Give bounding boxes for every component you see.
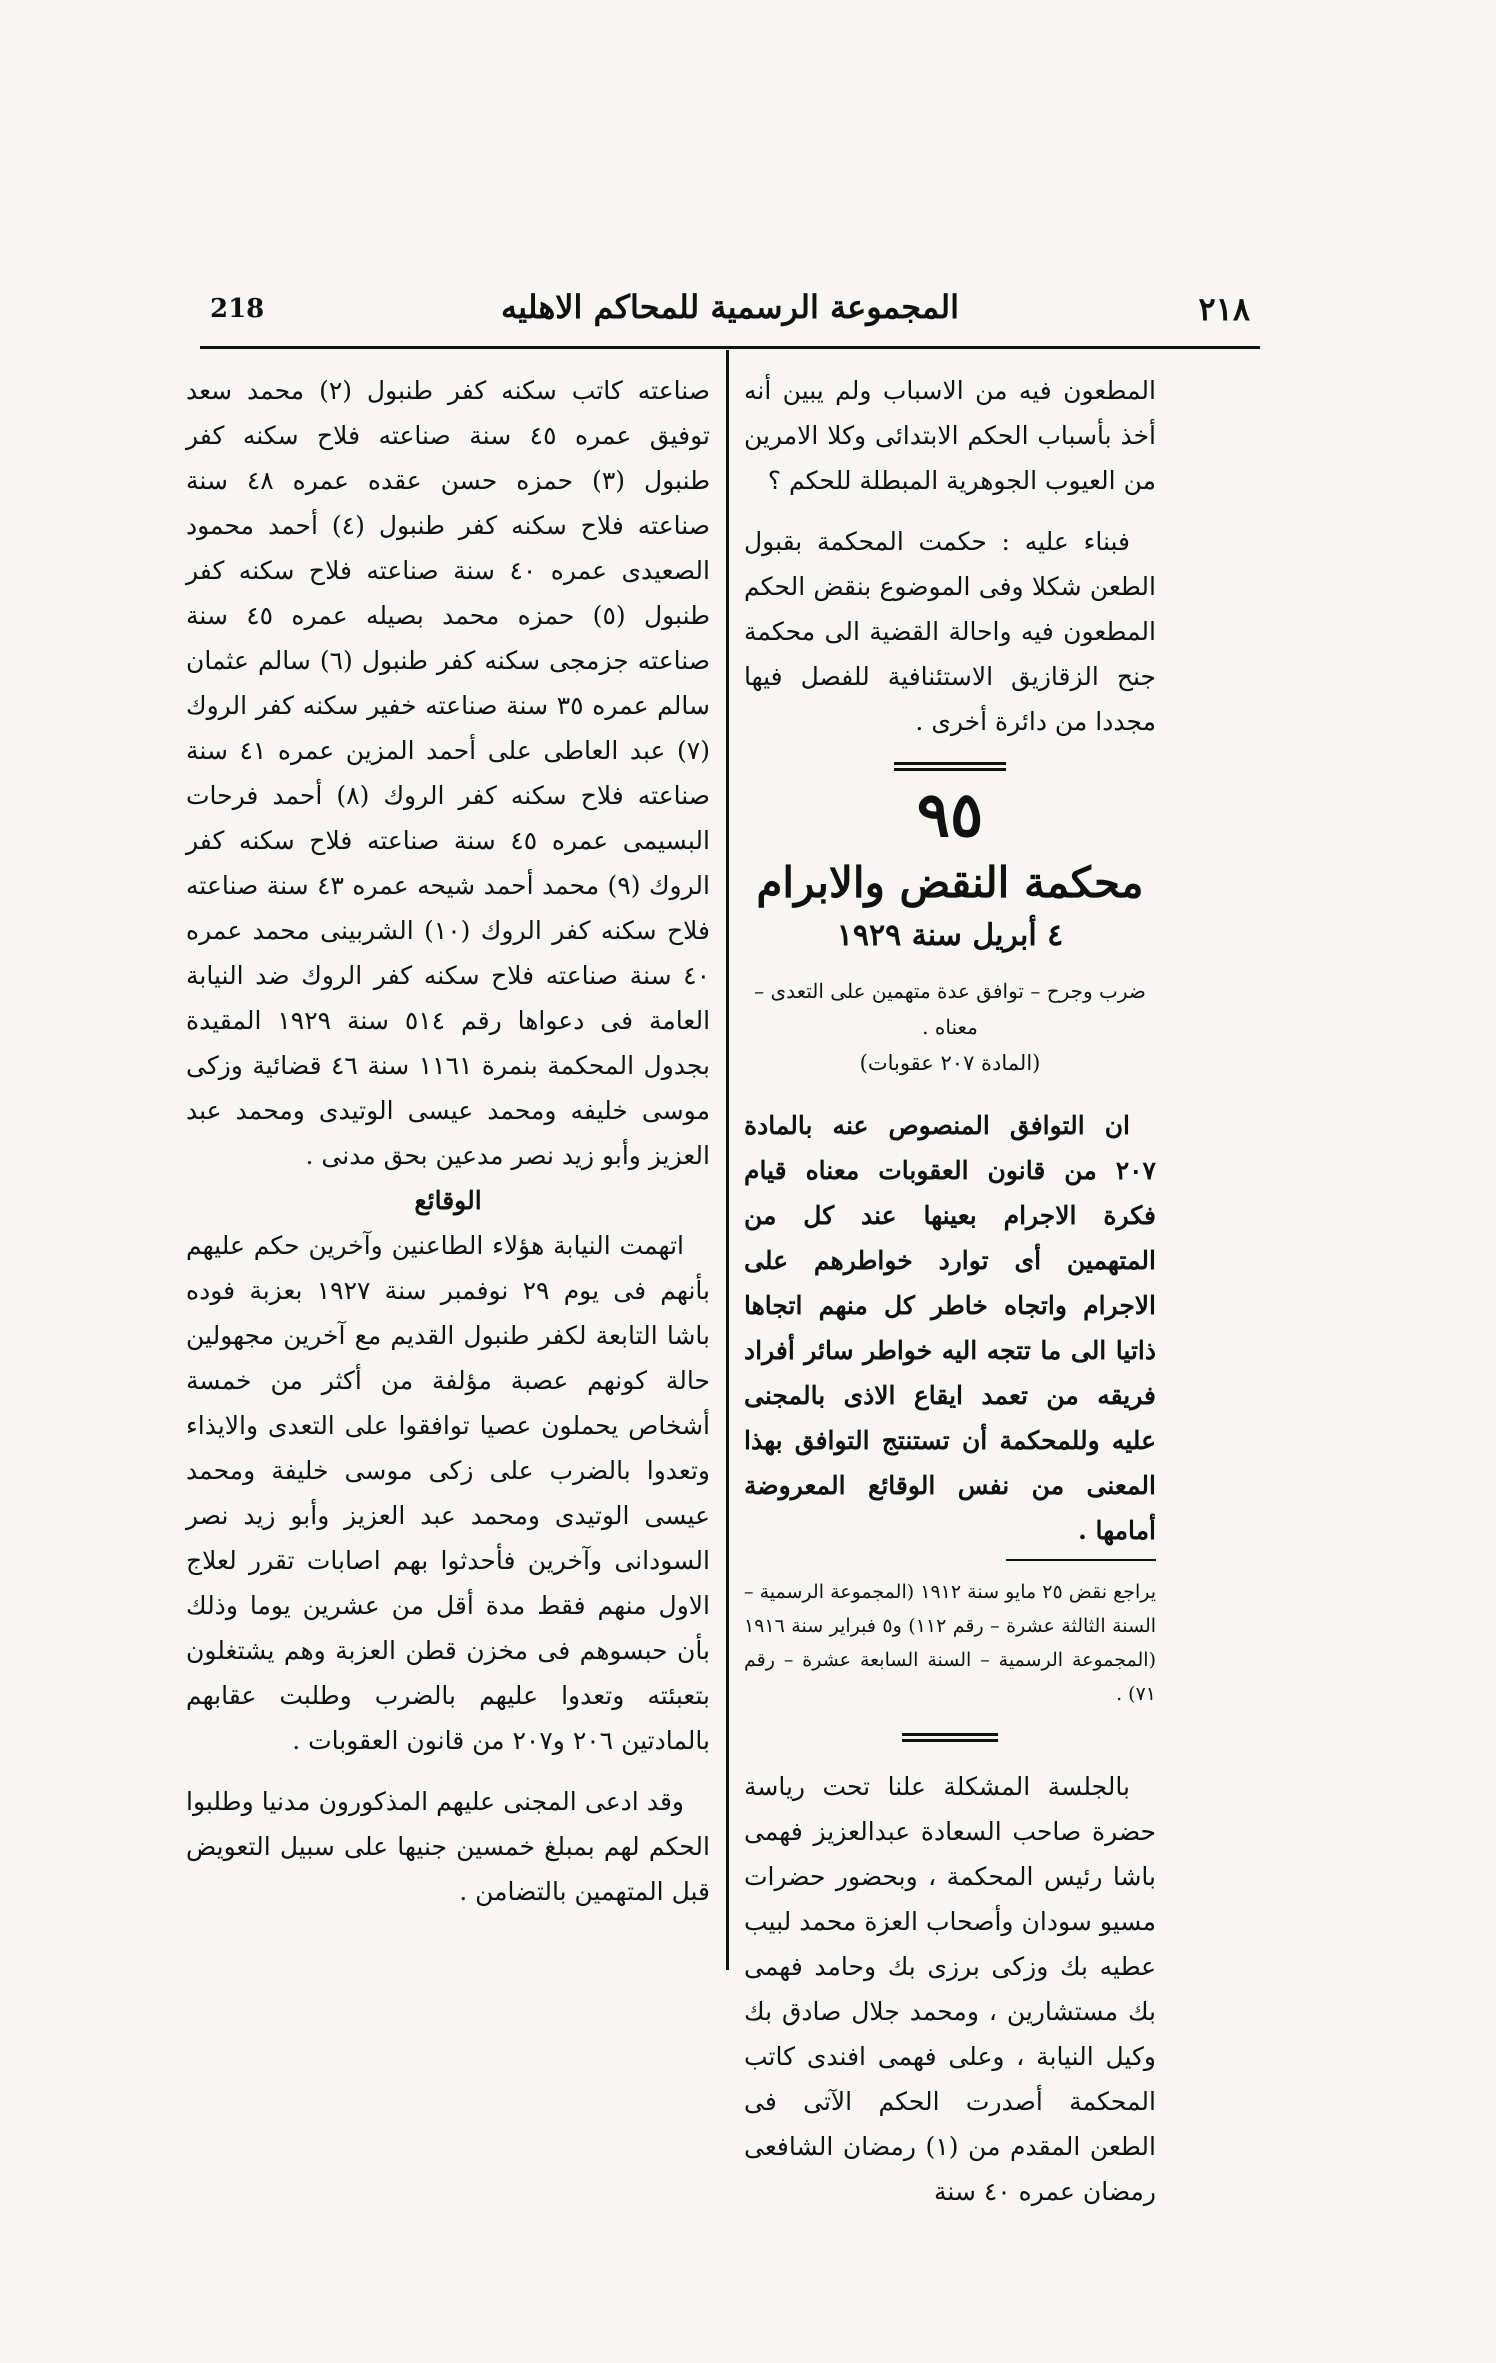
column-divider: [726, 350, 729, 1970]
double-rule: [894, 762, 1006, 771]
session-text: بالجلسة المشكلة علنا تحت رياسة حضرة صاحب السعادة عبدالعزيز فهمى باشا رئيس المحكمة ، وبحضور حضرات مسيو سودان وأصحاب العزة محمد لبيب عطيه بك وزكى برزى بك وحامد فهمى بك مستشارين ، ومحمد جلال صادق بك وكيل النيابة ، وعلى فهمى افندى كاتب المحكمة أصدرت الحكم الآتى فى الطعن المقدم من (١) رمضان الشافعى رمضان عمره ٤٠ سنة: [744, 1772, 1156, 2206]
parties-text: صناعته كاتب سكنه كفر طنبول (٢) محمد سعد توفيق عمره ٤٥ سنة صناعته فلاح سكنه كفر طنبول (٣) حمزه حسن عقده عمره ٤٨ سنة صناعته فلاح سكنه كفر طنبول (٤) أحمد محمود الصعيدى عمره ٤٠ سنة صناعته فلاح سكنه كفر طنبول (٥) حمزه محمد بصيله عمره ٤٥ سنة صناعته جزمجى سكنه كفر طنبول (٦) سالم عثمان سالم عمره ٣٥ سنة صناعته خفير سكنه كفر الروك (٧) عبد العاطى على أحمد المزين عمره ٤١ سنة صناعته فلاح سكنه كفر الروك (٨) أحمد فرحات البسيمى عمره ٤٥ سنة صناعته فلاح سكنه كفر الروك (٩) محمد أحمد شيحه عمره ٤٣ سنة صناعته فلاح سكنه كفر الروك (١٠) الشربينى محمد عمره ٤٠ سنة صناعته فلاح سكنه كفر الروك ضد النيابة العامة فى دعواها رقم ٥١٤ سنة ١٩٢٩ المقيدة بجدول المحكمة بنمرة ١١٦١ سنة ٤٦ قضائية وزكى موسى خليفه ومحمد عيسى الوتيدى ومحمد عبد العزيز وأبو زيد نصر مدعين بحق مدنى .: [186, 376, 711, 1170]
case-date: ٤ أبريل سنة ١٩٢٩: [836, 918, 1064, 953]
case-keywords: ضرب وجرح – توافق عدة متهمين على التعدى – معناه .: [754, 979, 1146, 1039]
facts-heading: الوقائع: [414, 1186, 482, 1215]
page-header: [200, 286, 1260, 342]
right-column: [744, 368, 1156, 2214]
page-number-arabic: ٢١٨: [1198, 290, 1250, 328]
ruling-text: فبناء عليه : حكمت المحكمة بقبول الطعن شكلا وفى الموضوع بنقض الحكم المطعون فيه واحالة القضية الى محكمة جنح الزقازيق الاستئنافية للفصل فيها مجددا من دائرة أخرى .: [744, 527, 1156, 736]
header-rule: [200, 346, 1260, 349]
facts-paragraph-2: وقد ادعى المجنى عليهم المذكورون مدنيا وطلبوا الحكم لهم بمبلغ خمسين جنيها على سبيل التعويض قبل المتهمين بالتضامن .: [186, 1787, 710, 1906]
summary-rule: [1006, 1559, 1156, 1561]
case-summary: ان التوافق المنصوص عنه بالمادة ٢٠٧ من قانون العقوبات معناه قيام فكرة الاجرام بعينها عند كل من المتهمين أى توارد خواطرهم على الاجرام واتجاه خاطر كل منهم اتجاها ذاتيا الى ما تتجه اليه خواطر سائر أفراد فريقه من تعمد ايقاع الاذى بالمجنى عليه وللمحكمة أن تستنتج التوافق بهذا المعنى من نفس الوقائع المعروضة أمامها .: [744, 1111, 1156, 1545]
case-references: يراجع نقض ٢٥ مايو سنة ١٩١٢ (المجموعة الرسمية – السنة الثالثة عشرة – رقم ١١٢) و٥ فبراير سنة ١٩١٦ (المجموعة الرسمية – السنة السابعة عشرة – رقم ٧١) .: [744, 1581, 1157, 1705]
intro-text: المطعون فيه من الاسباب ولم يبين أنه أخذ بأسباب الحكم الابتدائى وكلا الامرين من العيوب الجوهرية المبطلة للحكم ؟: [744, 376, 1156, 495]
court-name: محكمة النقض والابرام: [756, 858, 1144, 907]
page-number-latin: 218: [210, 294, 265, 324]
left-column: [186, 368, 710, 1914]
case-number: ٩٥: [916, 778, 984, 851]
article-reference: (المادة ٢٠٧ عقوبات): [859, 1051, 1041, 1075]
double-rule-2: [902, 1733, 998, 1742]
facts-paragraph-1: اتهمت النيابة هؤلاء الطاعنين وآخرين حكم عليهم بأنهم فى يوم ٢٩ نوفمبر سنة ١٩٢٧ بعزبة فوده باشا التابعة لكفر طنبول القديم مع آخرين مجهولين حالة كونهم عصبة مؤلفة من أكثر من خمسة أشخاص يحملون عصيا توافقوا على التعدى والايذاء وتعدوا بالضرب على زكى موسى خليفة ومحمد عيسى الوتيدى ومحمد عبد العزيز وأبو زيد نصر السودانى وآخرين فأحدثوا بهم اصابات تقرر لعلاج الاول منهم فقط مدة أقل من عشرين يوما وذلك بأن حبسوهم فى مخزن قطن العزبة وهم يشتغلون بتعبئته وتعدوا عليهم بالضرب وطلبت عقابهم بالمادتين ٢٠٦ و٢٠٧ من قانون العقوبات .: [186, 1231, 710, 1755]
journal-title: المجموعة الرسمية للمحاكم الاهليه: [500, 288, 960, 326]
